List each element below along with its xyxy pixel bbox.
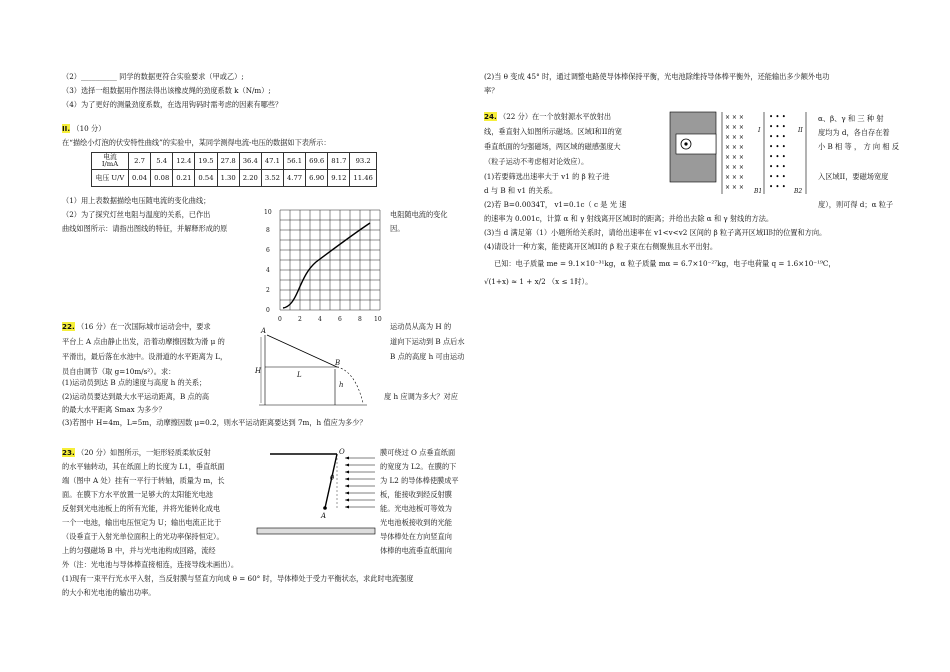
theta-label: θ — [330, 474, 335, 482]
table-cell: 27.8 — [217, 153, 239, 170]
svg-text:× × ×: × × × — [725, 144, 744, 151]
table-cell: 1.30 — [217, 170, 239, 187]
q23-sub2b: 率？ — [484, 86, 499, 95]
q23-right6: 光电池板接收到的光能 — [380, 518, 452, 527]
q24-approximation: √(1+x) ≈ 1 + x/2 （x ≤ 1时）。 — [484, 277, 593, 286]
svg-text:× × ×: × × × — [725, 134, 744, 141]
resistance-curve — [283, 223, 370, 308]
height-H-label: H — [255, 367, 262, 375]
table-label-voltage: 电压 U/V — [92, 170, 129, 187]
q24-right5: 度），则可得 d；α 粒子 — [818, 200, 894, 209]
table-cell: 81.7 — [328, 153, 350, 170]
svg-text:× × ×: × × × — [725, 164, 744, 171]
q23-line7: （设垂直于入射光单位面积上的光功率保持恒定）。 — [62, 532, 224, 541]
table-label-current: 电流 I/mA — [92, 153, 129, 170]
svg-text:× × ×: × × × — [725, 154, 744, 161]
rod-a-label: A — [321, 512, 327, 520]
graph-x-tick: 10 — [374, 316, 382, 323]
svg-text:× × ×: × × × — [725, 184, 744, 191]
q23-number: 23. — [62, 448, 75, 457]
q22-number: 22. — [62, 322, 75, 331]
light-rays — [345, 458, 375, 507]
svg-text:× × ×: × × × — [725, 124, 744, 131]
section-2-number: II. — [62, 124, 71, 133]
svg-text:• • •: • • • — [769, 173, 786, 181]
section-2-heading — [62, 124, 105, 134]
table-cell: 12.4 — [173, 153, 195, 170]
table-row-voltage — [92, 170, 377, 187]
graph-grid — [280, 210, 380, 310]
q23-line3: 端（图中 A 处）挂有一平行于转轴，质量为 m，长 — [62, 476, 225, 485]
table-cell: 36.4 — [239, 153, 261, 170]
q22-sub1: (1)运动员到达 B 点的速度与高度 h 的关系； — [62, 378, 207, 387]
q24-line2: 线，垂直射入如图所示磁场。区域I和II的宽 — [484, 127, 622, 136]
height-h-label: h — [339, 381, 344, 389]
table-cell: 0.21 — [173, 170, 195, 187]
q22-line1: 22. （16 分）在一次国际城市运动会中，要求 — [62, 322, 211, 331]
svg-text:• • •: • • • — [769, 183, 786, 191]
section-2-q2c: 电阻随电流的变化 — [390, 210, 448, 219]
table-cell: 47.1 — [261, 153, 283, 170]
graph-x-tick: 4 — [318, 316, 322, 323]
svg-text:• • •: • • • — [769, 123, 786, 131]
graph-y-tick: 6 — [266, 247, 270, 254]
q22-line3-right: B 点的高度 h 可由运动 — [390, 352, 465, 361]
graph-x-tick: 8 — [358, 316, 362, 323]
q23-sub2: (2)当 θ 变成 45° 时，通过调整电路使导体棒保持平衡，光电池除维持导体棒平衡外，还能输出多少额外电功 — [484, 72, 830, 81]
q24-sub3: (3)当 d 满足第（1）小题所给关系时，请给出速率在 v1<v<v2 区间的 β 粒子离开区域II时的位置和方向。 — [484, 228, 827, 237]
table-cell: 4.77 — [283, 170, 305, 187]
q24-right3: 小 B 相 等 ， 方 向 相 反 — [818, 142, 900, 151]
svg-text:• • •: • • • — [769, 143, 786, 151]
graph-x-tick: 6 — [338, 316, 342, 323]
q23-line9: 外（注：光电池与导体棒直接相连，连接导线未画出）。 — [62, 560, 239, 569]
q2-text: （2）__________ 同学的数据更符合实验要求（甲或乙）; — [62, 72, 244, 81]
table-cell: 6.90 — [306, 170, 328, 187]
field-out-of-page-marks — [769, 113, 786, 191]
magnetic-field-figure — [668, 110, 816, 200]
q24-right2: 度均为 d，各自存在着 — [818, 128, 890, 137]
section-2-q1: （1）用上表数据描绘电压随电流的变化曲线； — [62, 196, 211, 205]
table-cell: 9.12 — [328, 170, 350, 187]
ray-arrows — [345, 457, 349, 509]
graph-y-tick: 4 — [266, 267, 270, 274]
iv-curve-graph — [262, 205, 382, 330]
q24-sub4: (4)请设计一种方案，能使离开区域II的 β 粒子束在右侧聚焦且水平出射。 — [484, 242, 718, 251]
q23-line1: 23. （20 分）如图所示，一矩形轻质柔软反射 — [62, 448, 211, 457]
q22-sub2b: 的最大水平距离 Smax 为多少？ — [62, 405, 166, 414]
q24-line1: 24. （22 分）在一个放射源水平放射出 — [484, 112, 612, 121]
q24-sub2b: 的速率为 0.001c，计算 α 和 γ 射线离开区域I时的距离；并给出去除 α 和 γ 射线的方法。 — [484, 214, 774, 223]
q4-text: （4）为了更好的测量劲度系数，在选用钩码时需考虑的因素有哪些？ — [62, 100, 283, 109]
q23-right8: 体棒的电流垂直纸面向 — [380, 546, 452, 555]
table-cell: 2.7 — [129, 153, 151, 170]
graph-y-tick: 8 — [266, 227, 270, 234]
q22-sub2-right: 度 h 应调为多大？对应 — [384, 392, 458, 401]
table-cell: 0.04 — [129, 170, 151, 187]
graph-x-tick: 2 — [298, 316, 302, 323]
q23-sub1b: 的大小和光电池的输出功率。 — [62, 588, 156, 597]
section-2-q2b: 曲线如图所示：请指出图线的特征，并解释形成的原 — [62, 224, 228, 233]
q24-sub1: (1)若要筛选出速率大于 v1 的 β 粒子进 — [484, 172, 610, 181]
table-cell: 5.4 — [151, 153, 173, 170]
table-cell: 0.54 — [195, 170, 217, 187]
q24-right1: α、β、γ 和 三 种 射 — [818, 114, 884, 123]
table-row-current — [92, 153, 377, 170]
svg-text:• • •: • • • — [769, 133, 786, 141]
section-2-score: （10 分） — [72, 124, 106, 133]
q24-right4: 入区域II，要磁场宽度 — [818, 172, 889, 181]
section-2-q2a: （2）为了探究灯丝电阻与温度的关系，已作出 — [62, 210, 211, 219]
q23-right2: 的宽度为 L2。在膜的下 — [380, 462, 457, 471]
graph-y-tick: 2 — [266, 287, 270, 294]
q23-right4: 板，能接收到经反射膜 — [380, 490, 452, 499]
q23-line6: 一个一电池，输出电压恒定为 U；输出电流正比于 — [62, 518, 222, 527]
reflective-film-figure — [255, 448, 377, 540]
table-cell: 19.5 — [195, 153, 217, 170]
q23-line4: 面。在膜下方水平放置一足够大的太阳能光电池 — [62, 490, 213, 499]
svg-text:× × ×: × × × — [725, 174, 744, 181]
table-cell: 3.52 — [261, 170, 283, 187]
q24-number: 24. — [484, 112, 497, 121]
q24-line4: （粒子运动不考虑相对论效应）。 — [484, 157, 589, 166]
table-cell: 69.6 — [306, 153, 328, 170]
graph-x-tick: 0 — [278, 316, 282, 323]
q24-sub1b: d 与 B 和 v1 的关系。 — [484, 186, 558, 195]
q23-right1: 膜可绕过 O 点垂直纸面 — [380, 448, 456, 457]
q22-line3: 平滑出，最后落在水池中。设滑道的水平距离为 L， — [62, 352, 228, 361]
q24-line3: 垂直纸面的匀强磁场，两区域的磁感强度大 — [484, 142, 621, 151]
solar-panel — [257, 528, 375, 534]
region-1-label: I — [758, 127, 761, 134]
ski-jump-figure — [255, 325, 370, 407]
point-b-label: B — [335, 359, 341, 367]
table-cell: 56.1 — [283, 153, 305, 170]
q24-sub2: (2)若 B=0.0034T， v1=0.1c（ c 是 光 速 — [484, 200, 627, 209]
section-2-intro: 在“描绘小灯泡的伏安特性曲线”的实验中，某同学测得电流-电压的数据如下表所示： — [62, 138, 331, 147]
svg-text:× × ×: × × × — [725, 114, 744, 121]
region-2-label: II — [798, 127, 803, 134]
source-center — [684, 142, 687, 145]
field-b1-label: B1 — [754, 188, 763, 195]
section-2-q2d: 因。 — [390, 224, 405, 233]
field-b2-label: B2 — [794, 188, 803, 195]
length-L-label: L — [297, 371, 302, 379]
table-cell: 11.46 — [350, 170, 376, 187]
q22-line2-right: 道向下运动到 B 点后水 — [390, 337, 465, 346]
svg-text:• • •: • • • — [769, 153, 786, 161]
svg-text:• • •: • • • — [769, 163, 786, 171]
table-cell: 0.08 — [151, 170, 173, 187]
q23-right7: 导体棒处在方向竖直向 — [380, 532, 452, 541]
field-into-page-marks — [725, 114, 744, 191]
q23-line2: 的水平轴转动，其在纸面上的长度为 L1，垂直纸面 — [62, 462, 225, 471]
q22-line4: 员自由调节（取 g=10m/s²）。求： — [62, 367, 176, 376]
svg-text:• • •: • • • — [769, 113, 786, 121]
q23-right3: 为 L2 的导体棒使膜成平 — [380, 476, 459, 485]
graph-y-tick: 0 — [266, 307, 270, 314]
q24-constants: 已知：电子质量 me = 9.1×10⁻³¹kg，α 粒子质量 mα = 6.7×10⁻²⁷kg，电子电荷量 q = 1.6×10⁻¹⁹C， — [494, 259, 836, 268]
q23-line5: 反射到光电池板上的所有光能，并将光能转化成电 — [62, 504, 221, 513]
pivot-o-label: O — [339, 448, 345, 456]
q23-sub1: (1)现有一束平行光水平入射，当反射膜与竖直方向成 θ = 60° 时，导体棒处于受力平衡状态，求此时电流强度 — [62, 574, 414, 583]
q22-sub2: (2)运动员要达到最大水平运动距离，B 点的高 — [62, 392, 210, 401]
q23-right5: 能。光电池板可等效为 — [380, 504, 452, 513]
iv-data-table — [91, 152, 377, 187]
slope-line — [267, 335, 337, 367]
conductor-rod — [323, 506, 327, 510]
q22-sub3: (3)若图中 H=4m，L=5m，动摩擦因数 μ=0.2，则水平运动距离要达到 7m，h 值应为多少？ — [62, 418, 367, 427]
graph-y-tick: 10 — [264, 209, 272, 216]
q23-line8: 上的匀强磁场 B 中，并与光电池构成回路，流经 — [62, 546, 216, 555]
table-cell: 2.20 — [239, 170, 261, 187]
q3-text: （3）选择一组数据用作图法得出该橡皮绳的劲度系数 k（N/m）; — [62, 86, 271, 95]
point-a-label: A — [261, 327, 267, 335]
table-cell: 93.2 — [350, 153, 376, 170]
q22-line2: 平台上 A 点由静止出发，沿着动摩擦因数为滑 μ 的 — [62, 337, 225, 346]
q22-line1-right: 运动员从高为 H 的 — [390, 322, 452, 331]
